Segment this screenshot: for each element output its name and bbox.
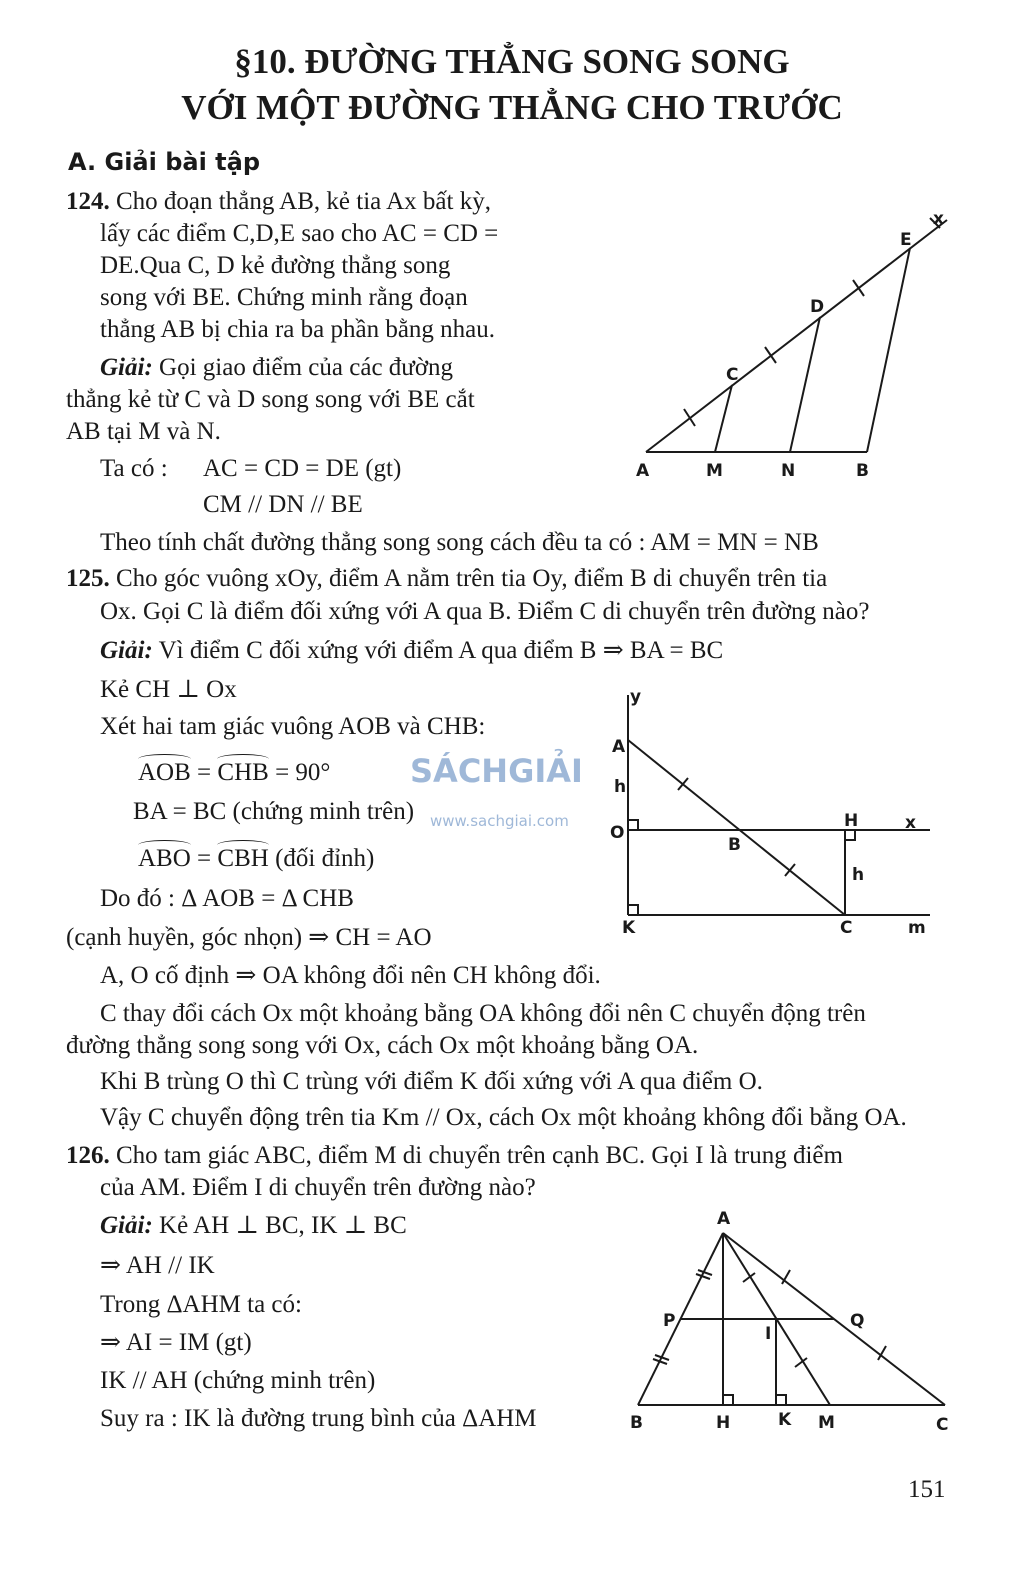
p124-line-3: DE.Qua C, D kẻ đường thẳng song [100, 252, 451, 279]
p126-label-M: M [818, 1413, 835, 1433]
p125-label-A: A [612, 737, 626, 757]
p126-solution-6: Suy ra : IK là đường trung bình của ΔAHM [100, 1405, 537, 1432]
p126-solution-5: IK // AH (chứng minh trên) [100, 1367, 376, 1394]
p126-label-K: K [778, 1410, 792, 1430]
p125-label-h1: h [614, 777, 627, 797]
p125-solution-1-text: Vì điểm C đối xứng với điểm A qua điểm B ⇒ BA = BC [158, 637, 724, 664]
p126-solution-1-text: Kẻ AH ⊥ BC, IK ⊥ BC [159, 1212, 407, 1239]
p125-line-1 [66, 563, 827, 595]
section-heading: A. Giải bài tập [68, 148, 260, 176]
p125-label-h2: h [852, 865, 865, 885]
p125-solution-12: Khi B trùng O thì C trùng với điểm K đối xứng với A qua điểm O. [100, 1068, 763, 1095]
p126-number: 126. [66, 1142, 110, 1169]
p126-giai-label: Giải: [100, 1212, 153, 1239]
p124-conclusion: Theo tính chất đường thẳng song song cách đều ta có : AM = MN = NB [100, 529, 819, 556]
title-line-1: §10. ĐƯỜNG THẲNG SONG SONG [234, 42, 790, 81]
p125-angle-abo: ABO [138, 843, 191, 875]
p126-solution-3: Trong ΔAHM ta có: [100, 1291, 302, 1318]
p125-angle-eq-1: AOB = CHB = 90° [138, 757, 330, 789]
p125-solution-2: Kẻ CH ⊥ Ox [100, 676, 237, 703]
p124-line-1 [66, 186, 491, 218]
p125-giai-label: Giải: [100, 637, 153, 664]
watermark-url: www.sachgiai.com [430, 812, 569, 830]
watermark-brand: SÁCHGIẢI [410, 752, 583, 790]
p126-text-1: Cho tam giác ABC, điểm M di chuyển trên cạnh BC. Gọi I là trung điểm [116, 1142, 843, 1169]
p124-label-N: N [781, 461, 796, 481]
p124-line-4: song với BE. Chứng minh rằng đoạn [100, 284, 468, 311]
p124-label-E: E [900, 230, 912, 250]
p125-solution-1 [100, 635, 723, 667]
p124-solution-1 [100, 352, 453, 384]
p124-label-x: x [933, 209, 944, 229]
p124-label-C: C [726, 365, 739, 385]
p126-line-2: của AM. Điểm I di chuyển trên đường nào? [100, 1174, 536, 1201]
figure-126 [620, 1200, 965, 1445]
p125-angle-aob: AOB [138, 757, 191, 789]
p125-label-x: x [905, 813, 916, 833]
p126-solution-1 [100, 1210, 407, 1242]
p125-label-m: m [908, 918, 926, 938]
p124-label-M: M [706, 461, 723, 481]
page-number: 151 [908, 1476, 946, 1503]
figure-124 [620, 200, 960, 490]
p125-solution-10: C thay đổi cách Ox một khoảng bằng OA không đổi nên C chuyển động trên [100, 1000, 866, 1027]
p126-solution-2: ⇒ AH // IK [100, 1252, 215, 1279]
p125-solution-11: đường thẳng song song với Ox, cách Ox một khoảng bằng OA. [66, 1032, 699, 1059]
p126-label-P: P [663, 1311, 676, 1331]
p126-label-Q: Q [850, 1311, 865, 1331]
p126-label-I: I [765, 1324, 772, 1344]
p125-solution-13: Vậy C chuyển động trên tia Km // Ox, cách Ox một khoảng không đổi bằng OA. [100, 1104, 907, 1131]
p124-solution-2: thẳng kẻ từ C và D song song với BE cắt [66, 386, 475, 413]
p125-label-C: C [840, 918, 853, 938]
p124-line-2: lấy các điểm C,D,E sao cho AC = CD = [100, 220, 499, 247]
figure-125 [600, 680, 950, 950]
p124-solution-3: AB tại M và N. [66, 418, 221, 445]
p126-solution-4: ⇒ AI = IM (gt) [100, 1329, 252, 1356]
p124-label-A: A [636, 461, 650, 481]
p125-line-2: Ox. Gọi C là điểm đối xứng với A qua B. Điểm C di chuyển trên đường nào? [100, 598, 870, 625]
p125-solution-8: (cạnh huyền, góc nhọn) ⇒ CH = AO [66, 924, 432, 951]
p126-label-H: H [716, 1413, 731, 1433]
p124-text-1: Cho đoạn thẳng AB, kẻ tia Ax bất kỳ, [116, 188, 491, 215]
p125-angle-chb: CHB [217, 757, 268, 789]
p124-label-D: D [810, 297, 825, 317]
p125-solution-9: A, O cố định ⇒ OA không đổi nên CH không đổi. [100, 962, 601, 989]
p124-label-B: B [856, 461, 869, 481]
p126-label-B: B [630, 1413, 643, 1433]
p126-label-C: C [936, 1415, 949, 1435]
p125-angle-cbh: CBH [217, 843, 268, 875]
p124-eq-1: AC = CD = DE (gt) [203, 455, 402, 482]
p125-label-H: H [844, 811, 859, 831]
p125-label-y: y [630, 687, 642, 707]
p124-taco: Ta có : [100, 455, 168, 482]
p125-angle-eq-2: ABO = CBH (đối đỉnh) [138, 843, 374, 875]
p125-solution-3: Xét hai tam giác vuông AOB và CHB: [100, 713, 486, 740]
p125-solution-5: BA = BC (chứng minh trên) [133, 798, 415, 825]
p125-label-O: O [610, 823, 625, 843]
p125-text-1: Cho góc vuông xOy, điểm A nằm trên tia Oy, điểm B di chuyển trên tia [116, 565, 828, 592]
p124-line-5: thẳng AB bị chia ra ba phần bằng nhau. [100, 316, 496, 343]
p124-eq-2: CM // DN // BE [203, 491, 363, 518]
p125-label-K: K [622, 918, 636, 938]
p124-solution-text: Gọi giao điểm của các đường [159, 354, 454, 381]
p124-number: 124. [66, 188, 110, 215]
title-line-2: VỚI MỘT ĐƯỜNG THẲNG CHO TRƯỚC [181, 88, 843, 127]
p126-label-A: A [717, 1209, 731, 1229]
p125-number: 125. [66, 565, 110, 592]
p125-solution-7: Do đó : Δ AOB = Δ CHB [100, 885, 354, 912]
p125-angle-eq-2-note: (đối đỉnh) [275, 845, 375, 872]
p125-angle-eq-1-value: = 90° [275, 759, 331, 786]
p125-label-B: B [728, 835, 741, 855]
p126-line-1 [66, 1140, 843, 1172]
p124-giai-label: Giải: [100, 354, 153, 381]
